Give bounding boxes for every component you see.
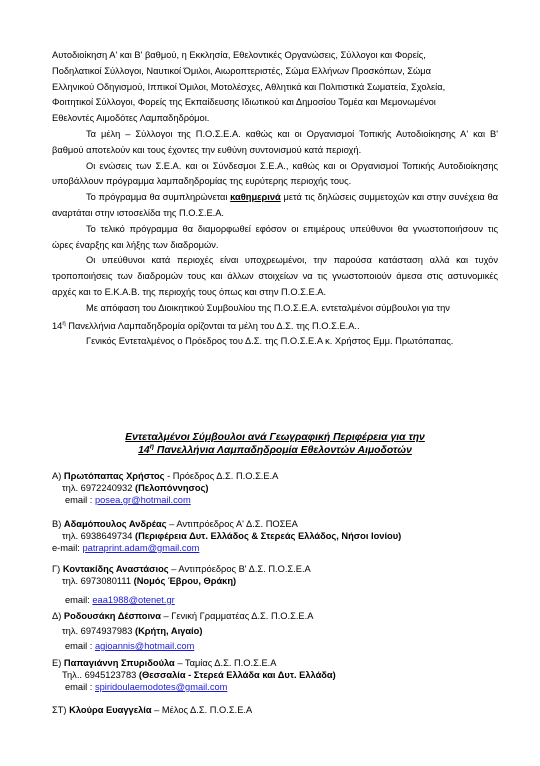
delegate-phone-line — [52, 530, 522, 542]
delegate-email-line — [52, 681, 522, 693]
email-link[interactable]: spiridoulaemodotes@gmail.com — [94, 682, 228, 692]
delegate-entry — [52, 518, 522, 554]
delegate-role: – Αντιπρόεδρος Β' Δ.Σ. Π.Ο.Σ.Ε.Α — [168, 564, 311, 574]
delegate-name: Κοντακίδης Αναστάσιος — [62, 564, 169, 574]
delegate-phone-line — [52, 625, 522, 637]
delegate-email-line — [52, 594, 522, 606]
phone-label: τηλ. — [62, 483, 81, 493]
text-line: Ποδηλατικοί Σύλλογοι, Ναυτικοί Όμιλοι, Αιωροπτεριστές, Σώμα Ελλήνων Προσκόπων, Σώμα — [52, 65, 432, 76]
delegate-name: Αδαμόπουλος Ανδρέας — [63, 519, 167, 529]
delegate-email-line — [52, 494, 522, 506]
delegate-name: Πρωτόπαπας Χρήστος — [63, 471, 165, 481]
delegate-entry — [52, 610, 522, 652]
paragraph-final-program: Το τελικό πρόγραμμα θα διαμορφωθεί εφόσον οι επιμέρους υπεύθυνοι θα γνωστοποιήσουν τις ώρες έναρξης και λήξης των διαδρομών. — [52, 223, 498, 250]
email-label: email: — [65, 595, 93, 605]
entry-letter: ΣΤ) — [52, 705, 67, 715]
delegate-entry — [52, 470, 522, 506]
email-link[interactable]: agioannis@hotmail.com — [94, 641, 195, 651]
email-label: e-mail: — [52, 543, 83, 553]
email-label: email : — [65, 495, 95, 505]
text-line: Αυτοδιοίκηση Α' και Β' βαθμού, η Εκκλησία, Εθελοντικές Οργανώσεις, Σύλλογοι και Φορείς, — [52, 50, 426, 60]
text-fragment: Με απόφαση του Διοικητικού Συμβουλίου της Π.Ο.Σ.Ε.Α. εντεταλμένοι σύμβουλοι για την — [86, 302, 450, 313]
phone-number[interactable]: 6972240932 — [80, 483, 133, 493]
text-line: Εθελοντές Αιμοδότες Λαμπαδηδρόμοι. — [52, 113, 210, 124]
entry-letter: Β) — [52, 519, 62, 529]
entry-letter: Α) — [52, 471, 62, 481]
email-link[interactable]: patraprint.adam@gmail.com — [82, 543, 200, 553]
delegate-header — [52, 563, 522, 575]
paragraph-coordination: Τα μέλη – Σύλλογοι της Π.Ο.Σ.Ε.Α. καθώς και οι Οργανισμοί Τοπικής Αυτοδιοίκησης Α' και Β' βαθμού αποτελούν και τους έχοντες την ευθύνη συντονισμού κατά περιοχή. — [52, 128, 498, 155]
paragraph-participants — [52, 48, 498, 127]
paragraph-unions-program: Οι ενώσεις των Σ.Ε.Α. και οι Σύνδεσμοι Σ.Ε.Α., καθώς και οι Οργανισμοί Τοπικής Αυτοδιοίκησης υποβάλλουν πρόγραμμα λαμπαδηδρομίας της ευρύτερης περιοχής τους. — [52, 160, 498, 187]
phone-number[interactable]: 6974937983 — [80, 626, 133, 636]
delegate-phone-line — [52, 669, 522, 681]
delegate-role: – Μέλος Δ.Σ. Π.Ο.Σ.Ε.Α — [151, 705, 253, 715]
text-fragment: Πανελλήνια Λαμπαδηδρομία Εθελοντών Αιμοδοτών — [154, 445, 412, 456]
entry-letter: Γ) — [52, 564, 61, 574]
announcement-body — [52, 48, 498, 350]
phone-label: τηλ. — [62, 576, 81, 586]
delegate-name: Παπαγιάννη Σπυριδούλα — [63, 658, 175, 668]
delegate-header — [52, 470, 522, 482]
delegate-header — [52, 610, 522, 622]
delegate-region: (Περιφέρεια Δυτ. Ελλάδος & Στερεάς Ελλάδος, Νήσοι Ιονίου) — [134, 531, 402, 541]
delegate-name: Κλούρα Ευαγγελία — [69, 705, 152, 715]
delegate-role: – Γενική Γραμματέας Δ.Σ. Π.Ο.Σ.Ε.Α — [160, 611, 314, 621]
paragraph-daily-update — [52, 190, 498, 222]
delegate-role: – Ταμίας Δ.Σ. Π.Ο.Σ.Ε.Α — [174, 658, 277, 668]
delegate-region: (Θεσσαλία - Στερεά Ελλάδα και Δυτ. Ελλάδα) — [138, 670, 336, 680]
phone-label: τηλ. — [62, 531, 81, 541]
delegate-header — [52, 704, 522, 716]
email-link[interactable]: eaa1988@otenet.gr — [92, 595, 175, 605]
heading-line-1: Εντεταλμένοι Σύμβουλοι ανά Γεωγραφική Περιφέρεια για την — [125, 432, 425, 443]
text-fragment: μετά τις δηλώσεις συμμετοχών και στην συνέχεια θα αναρτάται στην ιστοσελίδα της Π.Ο.Σ.Ε.Α. — [52, 192, 498, 218]
delegate-phone-line — [52, 575, 522, 587]
paragraph-board-decision — [52, 301, 498, 335]
entry-letter: Ε) — [52, 658, 62, 668]
phone-number[interactable]: 6938649734 — [80, 531, 133, 541]
edition-number: 14 — [138, 445, 150, 456]
phone-number[interactable]: 6973080111 — [80, 576, 131, 586]
email-link[interactable]: posea.gr@hotmail.com — [94, 495, 191, 505]
delegate-region: (Πελοπόννησος) — [134, 483, 209, 493]
edition-number: 14 — [52, 320, 63, 331]
delegate-header — [52, 518, 522, 530]
delegate-entry — [52, 563, 522, 606]
paragraph-responsibilities: Οι υπεύθυνοι κατά περιοχές είναι υποχρεωμένοι, την παρούσα κατάσταση αλλά και τυχόν τροποποιήσεις των διαδρομών τους και άλλων στοιχείων να τις γνωστοποιούν άμεσα στις αστυνομικές αρχές και το Ε.Κ.Α.Β. της περιοχής τους όπως και στην Π.Ο.Σ.Ε.Α. — [52, 255, 498, 297]
text-fragment: Το πρόγραμμα θα συμπληρώνεται — [86, 192, 231, 203]
daily-emphasis: καθημερινά — [230, 192, 281, 203]
phone-label: τηλ. — [62, 626, 81, 636]
phone-label: Τηλ.. — [62, 670, 85, 680]
edition-superscript: η — [62, 320, 66, 327]
heading-line-2 — [52, 444, 498, 457]
edition-superscript: η — [149, 443, 154, 451]
delegate-phone-line — [52, 482, 522, 494]
delegate-region: (Νομός Έβρου, Θράκη) — [133, 576, 237, 586]
email-label: email : — [65, 641, 95, 651]
phone-number[interactable]: 6945123783 — [84, 670, 137, 680]
delegate-header — [52, 657, 522, 669]
delegate-role: - Πρόεδρος Δ.Σ. Π.Ο.Σ.Ε.Α — [164, 471, 279, 481]
section-heading — [52, 431, 498, 457]
delegate-role: – Αντιπρόεδρος Α' Δ.Σ. ΠΟΣΕΑ — [166, 519, 298, 529]
delegate-entry — [52, 657, 522, 693]
text-fragment: Πανελλήνια Λαμπαδηδρομία ορίζονται τα μέλη του Δ.Σ. της Π.Ο.Σ.Ε.Α.. — [65, 320, 360, 331]
email-label: email : — [65, 682, 95, 692]
text-line: Ελληνικού Οδηγισμού, Ιππικοί Όμιλοι, Μοτολέσχες, Αθλητικά και Πολιτιστικά Σωματεία, Σχολεία, — [52, 81, 446, 92]
text-line: Φοιτητικοί Σύλλογοι, Φορείς της Εκπαίδευσης Ιδιωτικού και Δημοσίου Τομέα και Μεμονωμένοι — [52, 97, 436, 108]
paragraph-general-delegate: Γενικός Εντεταλμένος ο Πρόεδρος του Δ.Σ. της Π.Ο.Σ.Ε.Α κ. Χρήστος Εμμ. Πρωτόπαπας. — [86, 336, 454, 347]
delegate-name: Ροδουσάκη Δέσποινα — [63, 611, 161, 621]
delegate-email-line — [52, 542, 522, 554]
delegate-entry — [52, 704, 522, 716]
delegate-region: (Κρήτη, Αιγαίο) — [134, 626, 203, 636]
entry-letter: Δ) — [52, 611, 62, 621]
delegate-email-line — [52, 640, 522, 652]
